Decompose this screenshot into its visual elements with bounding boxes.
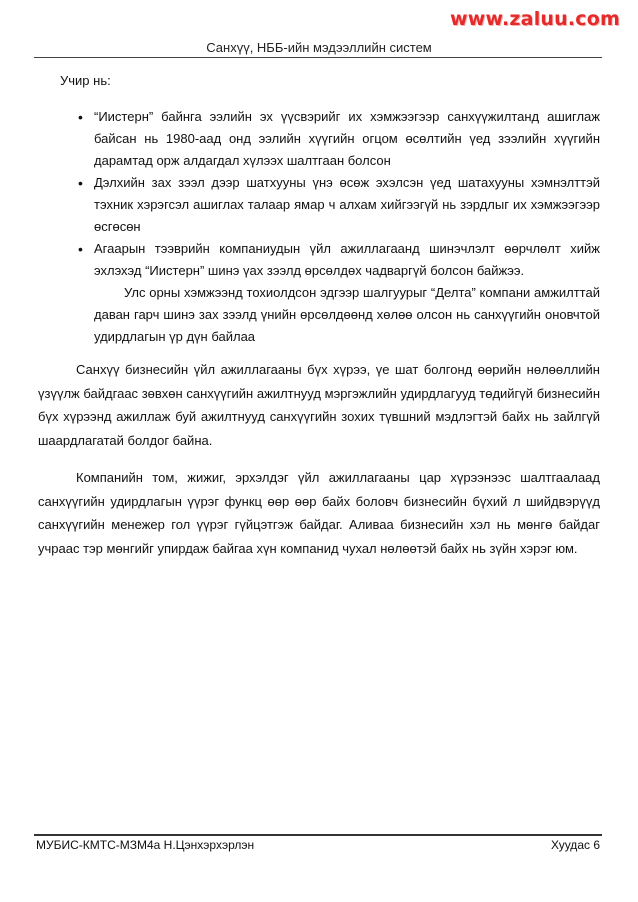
- body-paragraph: Компанийн том, жижиг, эрхэлдэг үйл ажиллагааны цар хүрээнээс шалтгаалаад санхүүгийн удирдлагын үүрэг функц өөр өөр байх боловч бизнесийн бүхий л шийдвэрүүд санхүүгийн менежер гол үүрэг гүйцэтгэж байдаг. Аливаа бизнесийн хэл нь мөнгө байдаг учраас тэр мөнгийг упирдаж байгаа хүн компанид чухал нөлөөтэй байх нь зүйн хэрэг юм.: [38, 470, 600, 556]
- footer-author: МУБИС-КМТС-МЗМ4а Н.Цэнхэрхэрлэн: [36, 838, 255, 852]
- bullet-item: • “Иистерн” байнга ээлийн эх үүсвэрийг их хэмжээгээр санхүүжилтанд ашиглаж байсан нь 1980-аад онд ээлийн хүүгийн огцом өсөлтийн үед зээлийн хүүгийн дарамтад орж алдагдал хүлээх шалтгаан болсон: [38, 106, 600, 172]
- document-body: [38, 70, 600, 574]
- header-divider: [34, 57, 602, 58]
- bullet-list: [38, 106, 600, 282]
- page-number: Хуудас 6: [550, 838, 600, 852]
- body-paragraph: Санхүү бизнесийн үйл ажиллагааны бүх хүрээ, үе шат болгонд өөрийн нөлөөллийн үзүүлж байдгаас зөвхөн санхүүгийн ажилтнууд мэргэжлийн удирдлагууд төдийгүй бизнесийн бүх хүрээнд ажиллаж буй ажилтнууд санхүүгийн зохих түвшний мэдлэгтэй байх нь зайлгүй шаардлагатай болдог байна.: [38, 362, 600, 448]
- intro-label: Учир нь:: [60, 73, 111, 88]
- bullet-item: • Дэлхийн зах зээл дээр шатхууны үнэ өсөж эхэлсэн үед шатахууны хэмнэлттэй тэхник хэрэгсэл ашиглах талаар ямар ч алхам хийгээгүй нь зэрдлыг их хэмжээгээр өсгөсөн: [38, 172, 600, 238]
- watermark-logo[interactable]: www.zaluu.com: [449, 8, 620, 30]
- bullet-continuation: Улс орны хэмжээнд тохиолдсон эдгээр шалгуурыг “Делта” компани амжилттай даван гарч шинэ зах зээлд үнийн өрсөлдөөнд хөлөө олсон нь санхүүгийн оновчтой удирдлагын үр дүн байлаа: [94, 285, 600, 344]
- footer-divider: [34, 834, 602, 836]
- bullet-item: • Агаарын тээврийн компаниудын үйл ажиллагаанд шинэчлэлт өөрчлөлт хийж эхлэхэд “Иистерн” шинэ үах зээлд өрсөлдөх чадваргүй болсон байжээ.: [38, 238, 600, 282]
- page-header-title: Санхүү, НББ-ийн мэдээллийн систем: [206, 40, 432, 55]
